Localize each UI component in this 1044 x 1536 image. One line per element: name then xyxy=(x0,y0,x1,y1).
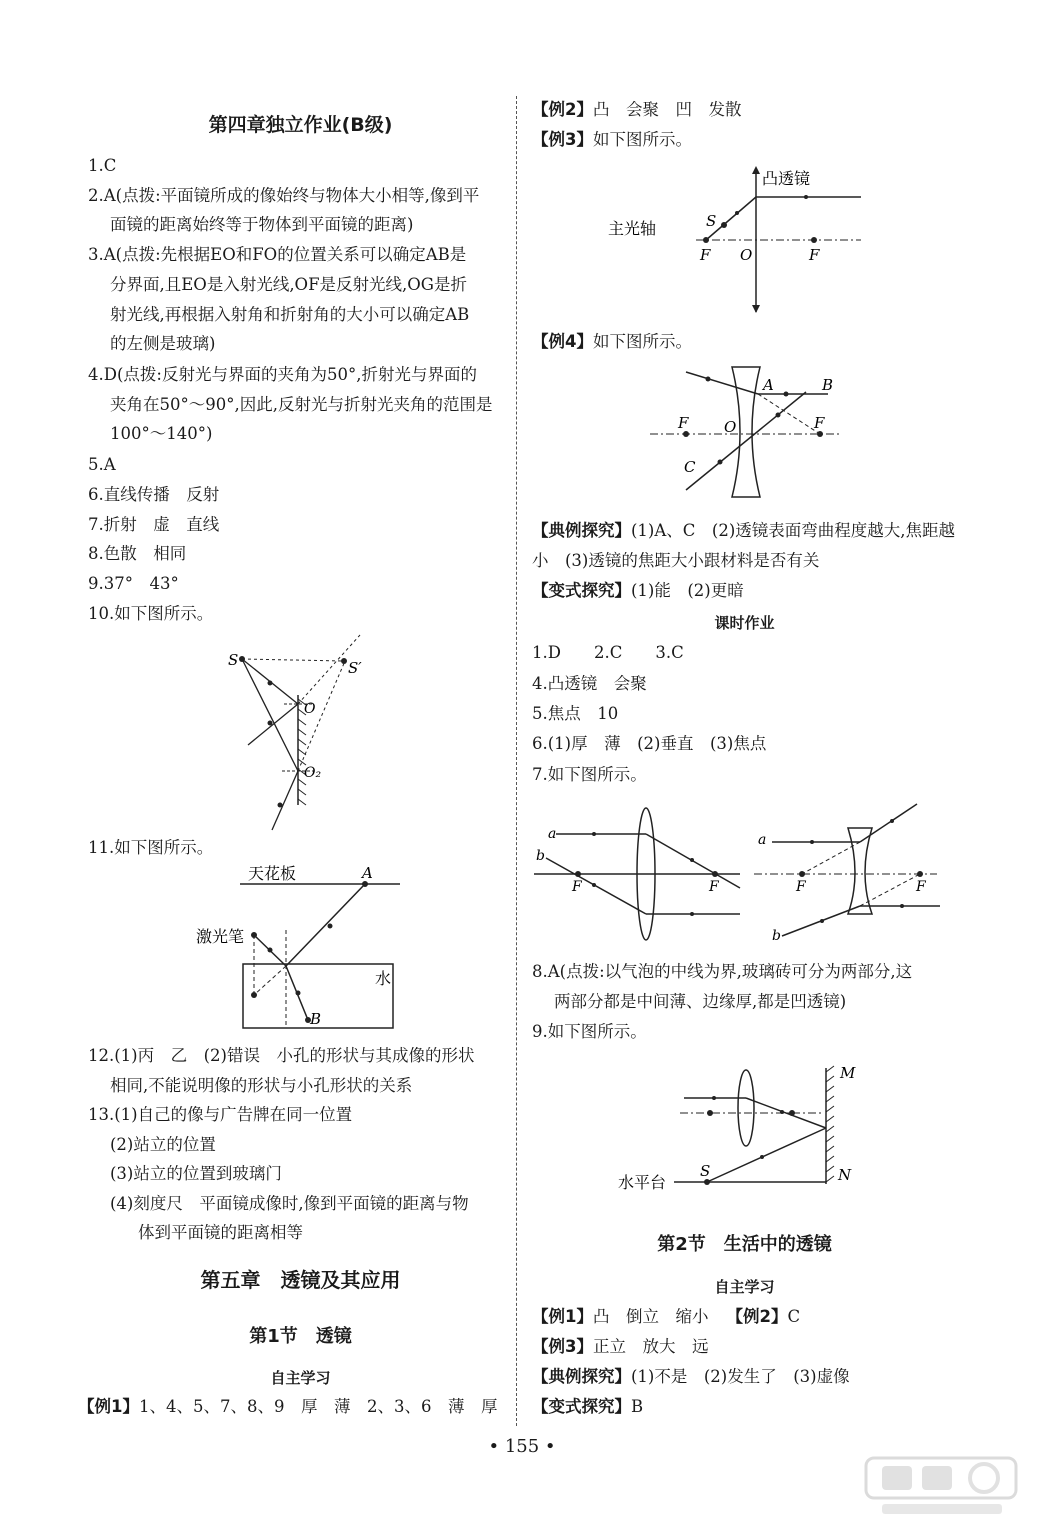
answer-line: 2.A(点拨:平面镜所成的像始终与物体大小相等,像到平 xyxy=(88,186,480,205)
label-O: O xyxy=(740,246,753,264)
section-title: 第2节 生活中的透镜 xyxy=(657,1234,832,1255)
label-S-prime: S′ xyxy=(348,659,362,677)
label-C: C xyxy=(684,458,696,476)
answer-line: 1.D 2.C 3.C xyxy=(532,643,684,662)
column-divider xyxy=(516,96,518,1426)
watermark-logo xyxy=(862,1452,1022,1522)
label-O2: O₂ xyxy=(304,765,322,781)
answer-line: 夹角在50°～90°,因此,反射光与折射光夹角的范围是 xyxy=(110,395,493,414)
example-line xyxy=(532,129,692,151)
label-F: F xyxy=(796,879,806,895)
answer-line: 小 (3)透镜的焦距大小跟材料是否有关 xyxy=(532,551,820,570)
label-O1: O xyxy=(304,701,316,717)
answer-line: 100°～140°) xyxy=(110,424,213,443)
answer-line: 9.如下图所示。 xyxy=(532,1022,647,1041)
example-label: 【例2】 xyxy=(532,100,593,119)
figure-7-lenses xyxy=(532,796,952,946)
label-convex-lens: 凸透镜 xyxy=(762,169,811,188)
example-label: 【例3】 xyxy=(532,1337,593,1356)
label-table: 水平台 xyxy=(618,1173,667,1192)
answer-line: 8.A(点拨:以气泡的中线为界,玻璃砖可分为两部分,这 xyxy=(532,962,913,981)
label-S: S xyxy=(706,212,717,230)
example-text: 凸 倒立 缩小 xyxy=(592,1307,709,1326)
example-text: 如下图所示。 xyxy=(592,130,692,149)
example-text: 如下图所示。 xyxy=(592,332,692,351)
answer-line: 分界面,且EO是入射光线,OF是反射光线,OG是折 xyxy=(110,275,467,294)
label-main-axis: 主光轴 xyxy=(608,219,657,238)
label-M: M xyxy=(840,1064,856,1082)
section-title: 第四章独立作业(B级) xyxy=(208,114,393,136)
page-number: • 155 • xyxy=(488,1436,556,1457)
example-line xyxy=(532,1306,800,1328)
example-label: 【典例探究】 xyxy=(532,521,631,540)
example-label: 【例2】 xyxy=(726,1307,788,1326)
label-A: A xyxy=(362,864,373,882)
label-F-right: F xyxy=(809,246,820,264)
label-S: S xyxy=(228,651,239,669)
label-S: S xyxy=(700,1162,711,1180)
label-F-left: F xyxy=(678,414,689,432)
answer-line: 11.如下图所示。 xyxy=(88,838,214,857)
answer-line: 8.色散 相同 xyxy=(88,544,187,563)
answer-line: (4)刻度尺 平面镜成像时,像到平面镜的距离与物 xyxy=(110,1194,469,1213)
label-B: B xyxy=(822,376,834,394)
label-A: A xyxy=(763,376,774,394)
answer-line: (2)站立的位置 xyxy=(110,1135,216,1154)
example-line xyxy=(532,99,741,121)
figure-10-diagram xyxy=(220,625,380,835)
section-title: 第1节 透镜 xyxy=(249,1326,352,1347)
example-line xyxy=(532,1396,643,1418)
example-text: 正立 放大 远 xyxy=(592,1337,709,1356)
example-text: (1)能 (2)更暗 xyxy=(631,581,744,600)
example-label: 【例1】 xyxy=(78,1397,139,1416)
answer-line: 4.D(点拨:反射光与界面的夹角为50°,折射光与界面的 xyxy=(88,365,477,384)
example-text: 凸 会聚 凹 发散 xyxy=(592,100,742,119)
answer-line: 12.(1)丙 乙 (2)错误 小孔的形状与其成像的形状 xyxy=(88,1046,475,1065)
answer-line: 13.(1)自己的像与广告牌在同一位置 xyxy=(88,1105,353,1124)
answer-line: 3.A(点拨:先根据EO和FO的位置关系可以确定AB是 xyxy=(88,245,467,264)
label-B: B xyxy=(310,1010,322,1028)
subsection-title: 自主学习 xyxy=(714,1278,775,1296)
example-label: 【变式探究】 xyxy=(532,581,631,600)
label-O: O xyxy=(724,418,737,436)
answer-line: 1.C xyxy=(88,156,117,175)
answer-line: 6.(1)厚 薄 (2)垂直 (3)焦点 xyxy=(532,734,767,753)
label-a: a xyxy=(548,826,557,842)
label-F-left: F xyxy=(700,246,711,264)
example-text: 1、4、5、7、8、9 厚 薄 2、3、6 薄 厚 xyxy=(138,1397,498,1416)
label-F: F xyxy=(709,879,719,895)
answer-line: 6.直线传播 反射 xyxy=(88,485,220,504)
figure-7-convex xyxy=(534,808,740,940)
answer-line: 10.如下图所示。 xyxy=(88,604,214,623)
example-line xyxy=(532,520,955,542)
label-b: b xyxy=(772,928,781,944)
label-N: N xyxy=(838,1166,852,1184)
example-text: (1)不是 (2)发生了 (3)虚像 xyxy=(631,1367,850,1386)
label-a: a xyxy=(758,832,767,848)
figure-example4-concave-lens xyxy=(646,362,846,502)
example-label: 【变式探究】 xyxy=(532,1397,631,1416)
answer-line: (3)站立的位置到玻璃门 xyxy=(110,1164,282,1183)
answer-line: 面镜的距离始终等于物体到平面镜的距离) xyxy=(110,215,414,234)
answer-line: 相同,不能说明像的形状与小孔形状的关系 xyxy=(110,1076,413,1095)
label-laser: 激光笔 xyxy=(196,927,245,946)
example-text: (1)A、C (2)透镜表面弯曲程度越大,焦距越 xyxy=(631,521,956,540)
figure-example3-convex-lens xyxy=(606,162,866,317)
answer-line: 的左侧是玻璃) xyxy=(110,334,216,353)
answer-line: 体到平面镜的距离相等 xyxy=(138,1223,303,1242)
answer-line: 两部分都是中间薄、边缘厚,都是凹透镜) xyxy=(554,992,847,1011)
example-line xyxy=(532,1336,708,1358)
example-line xyxy=(532,580,744,602)
label-F-right: F xyxy=(814,414,825,432)
label-water: 水 xyxy=(375,969,392,988)
label-ceiling: 天花板 xyxy=(248,864,297,883)
answer-line: 7.折射 虚 直线 xyxy=(88,515,220,534)
example-label: 【例3】 xyxy=(532,130,593,149)
example-line xyxy=(78,1396,497,1418)
page-number-value: 155 xyxy=(504,1436,540,1457)
label-b: b xyxy=(536,848,545,864)
label-F: F xyxy=(572,879,582,895)
example-label: 【例1】 xyxy=(532,1307,593,1326)
chapter-title: 第五章 透镜及其应用 xyxy=(200,1268,401,1292)
figure-11-diagram xyxy=(190,860,410,1035)
example-label: 【例4】 xyxy=(532,332,593,351)
subsection-title: 自主学习 xyxy=(270,1369,331,1387)
example-line xyxy=(532,1366,850,1388)
example-text: C xyxy=(787,1307,801,1326)
example-label: 【典例探究】 xyxy=(532,1367,631,1386)
answer-line: 射光线,再根据入射角和折射角的大小可以确定AB xyxy=(110,305,470,324)
example-line xyxy=(532,331,692,353)
answer-line: 4.凸透镜 会聚 xyxy=(532,674,647,693)
label-F: F xyxy=(916,879,926,895)
example-text: B xyxy=(631,1397,644,1416)
answer-line: 9.37° 43° xyxy=(88,574,179,593)
answer-line: 7.如下图所示。 xyxy=(532,765,647,784)
subsection-title: 课时作业 xyxy=(714,614,775,632)
figure-9-diagram xyxy=(612,1058,872,1198)
answer-line: 5.A xyxy=(88,455,116,474)
answer-line: 5.焦点 10 xyxy=(532,704,619,723)
figure-7-concave xyxy=(754,804,940,944)
